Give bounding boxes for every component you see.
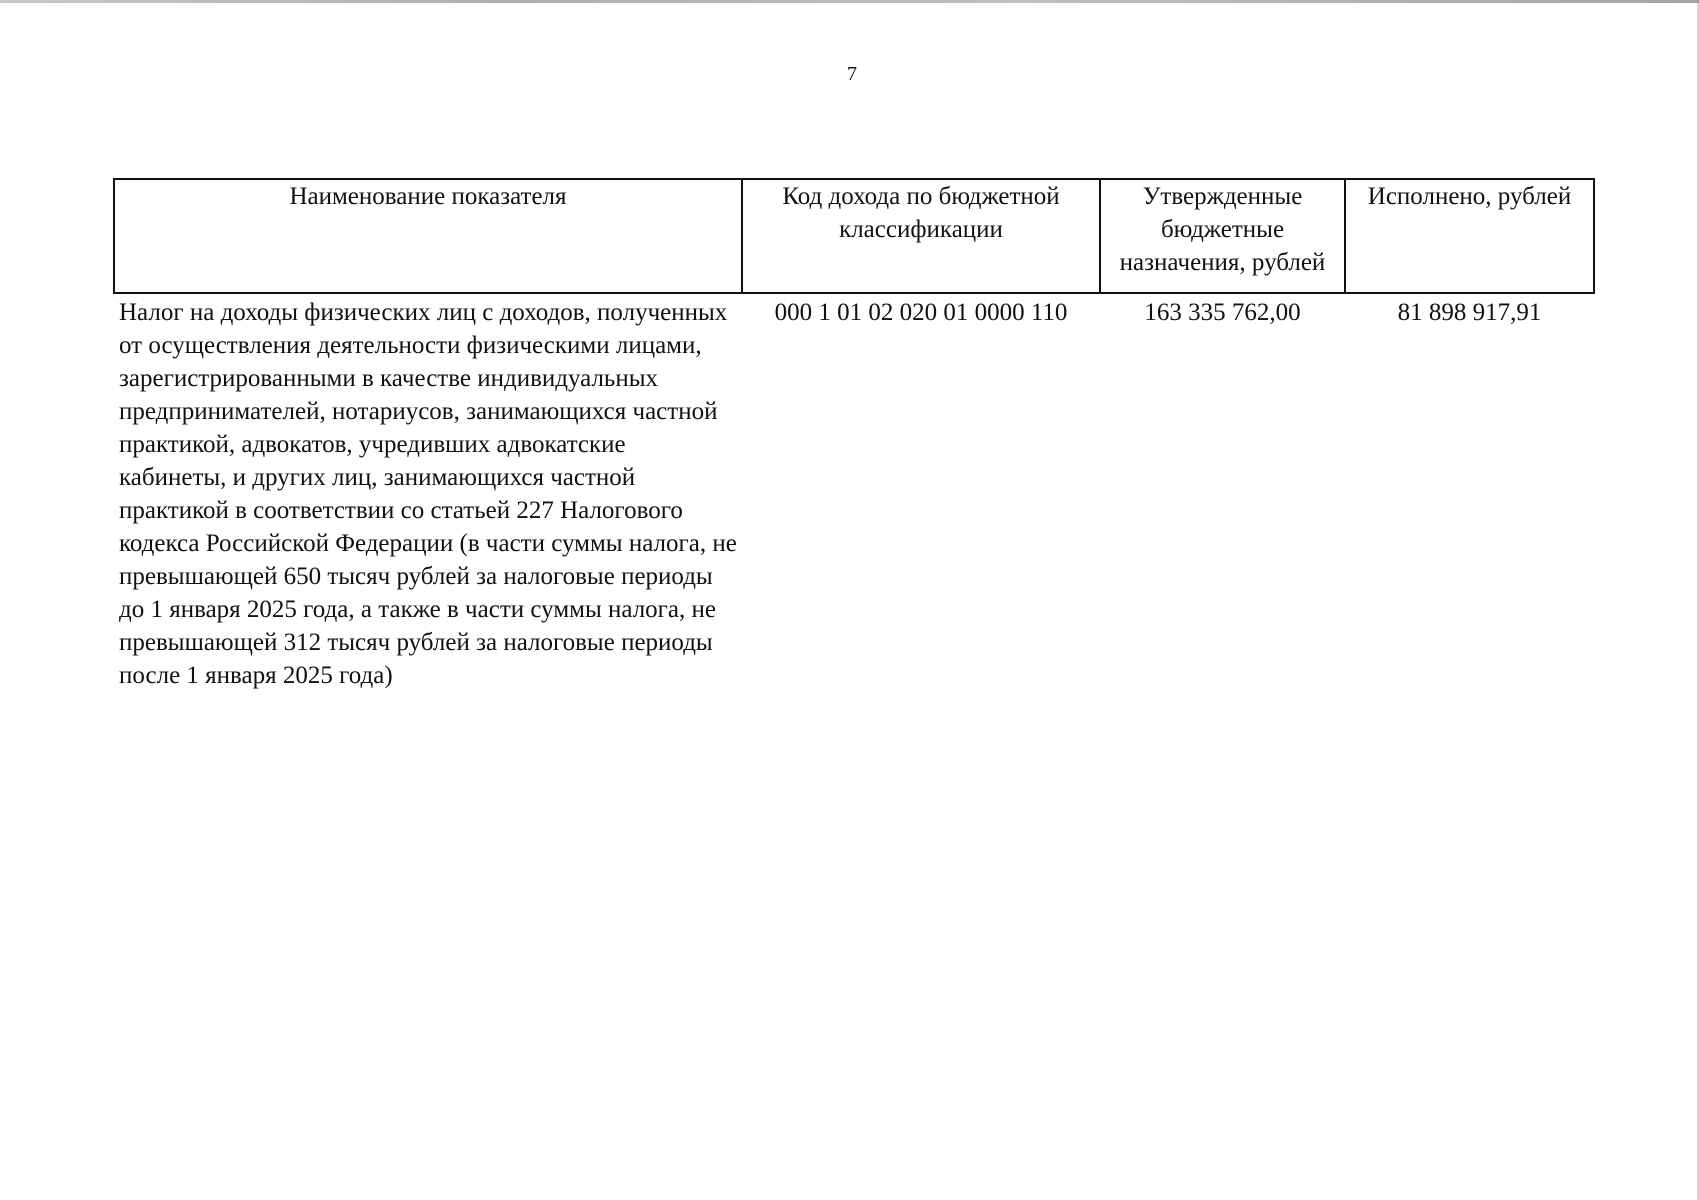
header-row (114, 179, 1594, 293)
header-income-code: Код дохода по бюджетной классификации (742, 179, 1100, 293)
header-indicator-name: Наименование показателя (114, 179, 742, 293)
scan-edge-top (0, 0, 1699, 3)
page-number: 7 (847, 63, 857, 85)
approved-amount-cell: 163 335 762,00 (1144, 299, 1301, 326)
table-header (114, 179, 1594, 293)
header-approved-appropriations: Утвержденные бюджетные назначения, рублей (1100, 179, 1345, 293)
indicator-name-cell: Налог на доходы физических лиц с доходов, полученных от осуществления деятельности физическими лицами, зарегистрированными в качестве индивидуальных предпринимателей, нотариусов, занимающихся частной практикой, адвокатов, учредивших адвокатские кабинеты, и других лиц, занимающихся частной практикой в соответствии со статьей 227 Налогового кодекса Российской Федерации (в части суммы налога, не превышающей 650 тысяч рублей за налоговые периоды до 1 января 2025 года, а также в части суммы налога, не превышающей 312 тысяч рублей за налоговые периоды после 1 января 2025 года) (119, 299, 737, 689)
executed-amount-cell: 81 898 917,91 (1397, 299, 1542, 326)
header-executed: Исполнено, рублей (1345, 179, 1594, 293)
table-body (114, 293, 1594, 692)
budget-table (113, 178, 1595, 692)
table-row (114, 293, 1594, 692)
income-code-cell: 000 1 01 02 020 01 0000 110 (774, 299, 1068, 326)
